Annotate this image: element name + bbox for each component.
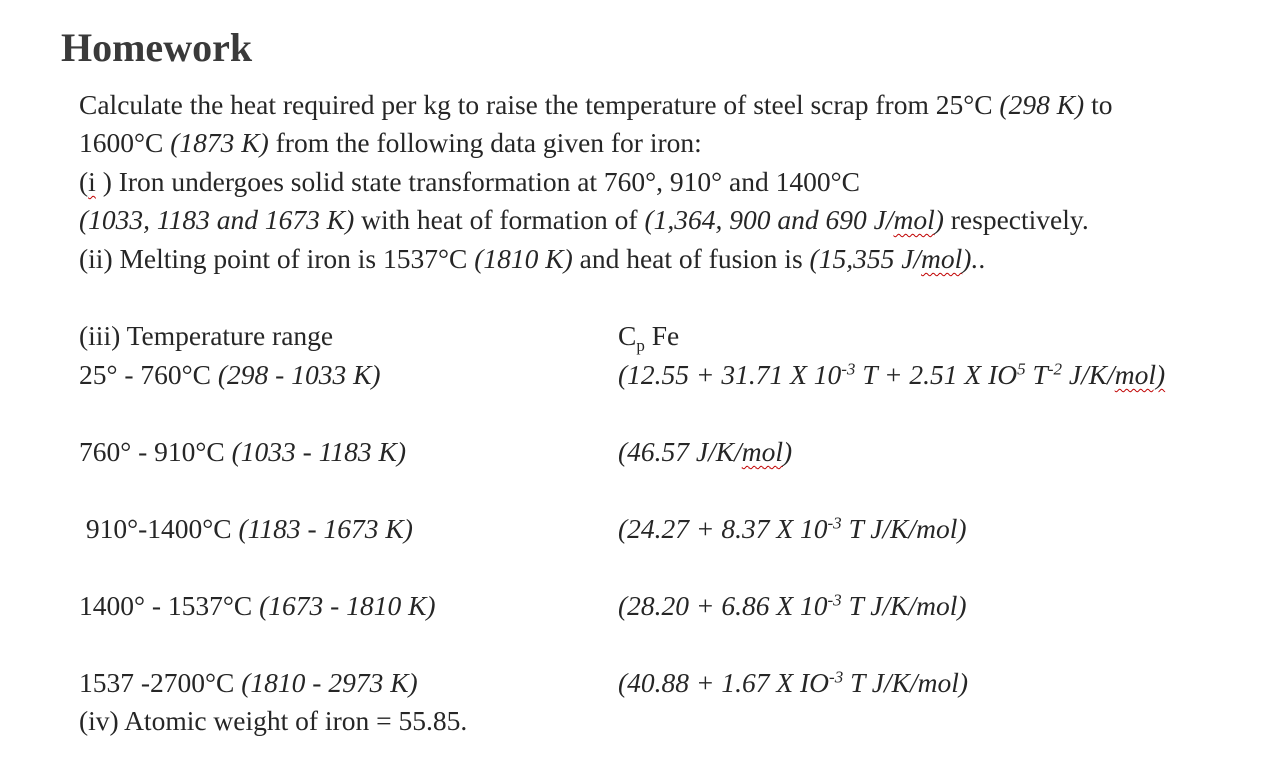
range-celsius: 25° - 760°C: [79, 359, 218, 390]
problem-text: ) Iron undergoes solid state transformation at 760°, 910° and 1400°C: [95, 166, 860, 197]
range-celsius: 1400° - 1537°C: [79, 590, 260, 621]
problem-line-2: [79, 126, 702, 160]
problem-text: (: [79, 166, 89, 197]
table-row-cp: [618, 512, 967, 546]
table-row-cp: [618, 435, 792, 469]
cp-expression: T J/K/mol): [843, 667, 969, 698]
range-kelvin: (1673 - 1810 K): [259, 590, 436, 621]
problem-line-5: [79, 242, 985, 276]
atomic-weight-line: (iv) Atomic weight of iron = 55.85.: [79, 705, 468, 736]
problem-text: .: [978, 243, 986, 274]
heat-values: ): [934, 204, 944, 235]
table-row-range: [79, 666, 418, 700]
problem-text: 1600°C: [79, 127, 171, 158]
range-kelvin: (1183 - 1673 K): [238, 513, 413, 544]
kelvin-value: (1033, 1183 and 1673 K): [79, 204, 355, 235]
kelvin-value: (298 K): [999, 89, 1085, 120]
cp-expression: (24.27 + 8.37 X 10: [618, 513, 828, 544]
cp-symbol: C: [618, 320, 637, 351]
table-row-range: [79, 589, 436, 623]
cp-exponent: -3: [829, 667, 844, 687]
cp-expression: (40.88 + 1.67 X IO: [618, 667, 830, 698]
problem-line-4: [79, 203, 1089, 237]
cp-subscript: p: [636, 335, 645, 355]
cp-exponent: -2: [1047, 359, 1062, 379]
problem-text: respectively.: [943, 204, 1089, 235]
problem-text: to: [1084, 89, 1113, 120]
cp-expression: T + 2.51 X IO: [855, 359, 1018, 390]
spellcheck-word: mol): [1114, 359, 1166, 390]
fusion-value: (15,355 J/: [809, 243, 922, 274]
kelvin-value: (1810 K): [474, 243, 573, 274]
fe-label: Fe: [644, 320, 680, 351]
cp-expression: (12.55 + 31.71 X 10: [618, 359, 842, 390]
problem-line-3: [79, 165, 860, 199]
table-header-left: (iii) Temperature range: [79, 320, 334, 351]
cp-exponent: 5: [1017, 359, 1026, 379]
spellcheck-word: i: [88, 166, 96, 197]
heat-values: (1,364, 900 and 690 J/: [644, 204, 894, 235]
spellcheck-word: mol: [921, 243, 963, 274]
kelvin-value: (1873 K): [170, 127, 269, 158]
cp-expression: T J/K/mol): [841, 590, 967, 621]
cp-exponent: -3: [841, 359, 856, 379]
cp-expression: (46.57 J/K/: [618, 436, 742, 467]
range-kelvin: (1033 - 1183 K): [231, 436, 407, 467]
page-title: Homework: [61, 25, 253, 70]
spellcheck-word: mol: [893, 204, 935, 235]
range-kelvin: (1810 - 2973 K): [241, 667, 418, 698]
cp-expression: T: [1025, 359, 1048, 390]
range-celsius: 910°-1400°C: [79, 513, 239, 544]
problem-text: and heat of fusion is: [572, 243, 810, 274]
spellcheck-word: mol: [741, 436, 783, 467]
range-kelvin: (298 - 1033 K): [217, 359, 381, 390]
problem-line-1: [79, 88, 1112, 122]
problem-text: with heat of formation of: [354, 204, 645, 235]
table-row-range: [79, 512, 413, 546]
cp-expression: J/K/: [1062, 359, 1115, 390]
table-row-cp: [618, 589, 967, 623]
table-row-range: [79, 358, 381, 392]
cp-expression: T J/K/mol): [841, 513, 967, 544]
cp-expression: ): [783, 436, 793, 467]
fusion-value: ).: [962, 243, 979, 274]
table-row-cp: [618, 666, 968, 700]
cp-expression: (28.20 + 6.86 X 10: [618, 590, 828, 621]
cp-exponent: -3: [827, 513, 842, 533]
cp-exponent: -3: [827, 590, 842, 610]
problem-text: Calculate the heat required per kg to raise the temperature of steel scrap from 25°C: [79, 89, 1000, 120]
range-celsius: 760° - 910°C: [79, 436, 232, 467]
problem-text: (ii) Melting point of iron is 1537°C: [79, 243, 475, 274]
table-header-right: [618, 319, 679, 353]
table-row-cp: [618, 358, 1165, 392]
problem-text: from the following data given for iron:: [268, 127, 702, 158]
range-celsius: 1537 -2700°C: [79, 667, 242, 698]
table-row-range: [79, 435, 406, 469]
